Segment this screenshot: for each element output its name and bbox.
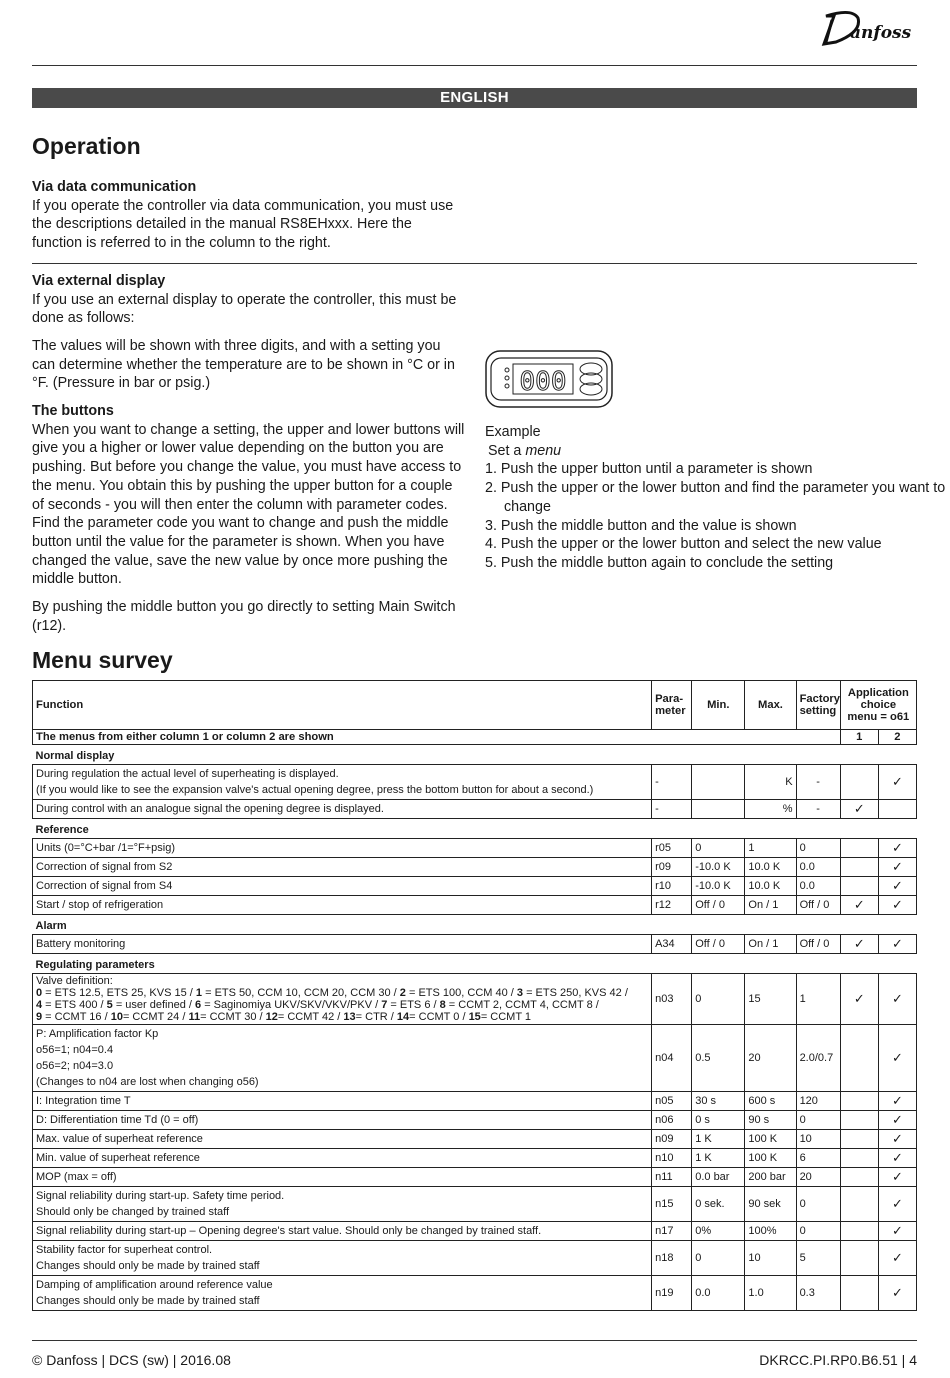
check-col1: [840, 1149, 878, 1168]
min-cell: 0 sek.: [692, 1187, 745, 1222]
function-cell: MOP (max = off): [33, 1168, 652, 1187]
function-cell: Correction of signal from S2: [33, 858, 652, 877]
factory-cell: Off / 0: [796, 935, 840, 954]
check-col2: ✓: [878, 1187, 916, 1222]
check-col1: [840, 765, 878, 800]
valve-definition-line: 0 = ETS 12.5, ETS 25, KVS 15 / 1 = ETS 50, CCM 10, CCM 20, CCM 30 / 2 = ETS 100, CCM 40 / 3 = ETS 250, KVS 42 /: [36, 987, 628, 999]
check-col2: ✓: [878, 1130, 916, 1149]
check-col2: ✓: [878, 858, 916, 877]
parameter-cell: n19: [652, 1276, 692, 1311]
table-row: [33, 1187, 917, 1222]
check-col2: ✓: [878, 839, 916, 858]
function-cell: P: Amplification factor Kp o56=1; n04=0.4 o56=2; n04=3.0 (Changes to n04 are lost when changing o56): [33, 1025, 652, 1092]
min-cell: [692, 800, 745, 819]
factory-cell: -: [796, 800, 840, 819]
header-col1: 1: [840, 730, 878, 745]
factory-cell: 120: [796, 1092, 840, 1111]
max-cell: %: [745, 800, 796, 819]
function-cell: I: Integration time T: [33, 1092, 652, 1111]
parameter-cell: n05: [652, 1092, 692, 1111]
factory-cell: 0.3: [796, 1276, 840, 1311]
menu-survey-title: Menu survey: [32, 647, 173, 673]
check-col1: [840, 1025, 878, 1092]
check-col1: [840, 1222, 878, 1241]
table-row: [33, 1025, 917, 1092]
check-col1: ✓: [840, 896, 878, 915]
header-parameter: Para- meter: [652, 681, 692, 730]
header-col2: 2: [878, 730, 916, 745]
check-col1: ✓: [840, 974, 878, 1025]
factory-cell: 0: [796, 839, 840, 858]
parameter-cell: r05: [652, 839, 692, 858]
table-row: [33, 1111, 917, 1130]
min-cell: [692, 765, 745, 800]
table-row: [33, 974, 917, 1025]
function-cell: During control with an analogue signal the opening degree is displayed.: [33, 800, 652, 819]
max-cell: K: [745, 765, 796, 800]
svg-text:anfoss: anfoss: [850, 23, 912, 43]
check-col1: [840, 877, 878, 896]
parameter-cell: n09: [652, 1130, 692, 1149]
section-rule: [32, 263, 917, 264]
parameter-cell: -: [652, 765, 692, 800]
max-cell: 100%: [745, 1222, 796, 1241]
factory-cell: Off / 0: [796, 896, 840, 915]
table-row: [33, 765, 917, 800]
operation-title: Operation: [32, 133, 141, 159]
external-display-illustration: [485, 350, 613, 408]
max-cell: 10: [745, 1241, 796, 1276]
table-row: [33, 896, 917, 915]
max-cell: 15: [745, 974, 796, 1025]
example-set-menu: Set a menu: [488, 442, 562, 459]
table-row: [33, 1130, 917, 1149]
factory-cell: 20: [796, 1168, 840, 1187]
function-cell: Correction of signal from S4: [33, 877, 652, 896]
check-col1: [840, 1130, 878, 1149]
parameter-cell: n03: [652, 974, 692, 1025]
max-cell: 20: [745, 1025, 796, 1092]
table-row: [33, 877, 917, 896]
function-cell: Stability factor for superheat control. Changes should only be made by trained staff: [33, 1241, 652, 1276]
function-cell: Battery monitoring: [33, 935, 652, 954]
parameter-cell: n15: [652, 1187, 692, 1222]
danfoss-logo: [812, 8, 916, 48]
check-col2: ✓: [878, 877, 916, 896]
factory-cell: 0: [796, 1187, 840, 1222]
middle-button-text: By pushing the middle button you go directly to setting Main Switch (r12).: [32, 599, 456, 634]
max-cell: 90 s: [745, 1111, 796, 1130]
check-col2: ✓: [878, 896, 916, 915]
ext-display-text: If you use an external display to operate the controller, this must be done as follows:: [32, 291, 457, 327]
parameter-cell: n04: [652, 1025, 692, 1092]
check-col2: ✓: [878, 765, 916, 800]
data-comm-section: [32, 178, 462, 253]
example-step: 4. Push the upper or the lower button and select the new value: [485, 536, 882, 553]
function-cell: Max. value of superheat reference: [33, 1130, 652, 1149]
example-step: 3. Push the middle button and the value is shown: [485, 517, 797, 534]
parameter-cell: r12: [652, 896, 692, 915]
table-row: [33, 1168, 917, 1187]
function-cell: Min. value of superheat reference: [33, 1149, 652, 1168]
function-cell: D: Differentiation time Td (0 = off): [33, 1111, 652, 1130]
table-row: [33, 839, 917, 858]
factory-cell: 2.0/0.7: [796, 1025, 840, 1092]
table-row: [33, 1149, 917, 1168]
header-max: Max.: [745, 681, 796, 730]
either-column-note: The menus from either column 1 or column 2 are shown: [33, 730, 841, 745]
check-col1: [840, 1276, 878, 1311]
factory-cell: 5: [796, 1241, 840, 1276]
factory-cell: -: [796, 765, 840, 800]
function-cell: [33, 974, 652, 1025]
header-application: Application choice menu = o61: [840, 681, 916, 730]
check-col1: ✓: [840, 800, 878, 819]
check-col2: ✓: [878, 1276, 916, 1311]
max-cell: 100 K: [745, 1130, 796, 1149]
menu-survey-table: [32, 680, 917, 1311]
min-cell: 1 K: [692, 1149, 745, 1168]
example-step: 2. Push the upper or the lower button and find the parameter you want to change: [485, 480, 946, 515]
ext-display-heading: Via external display: [32, 273, 166, 289]
parameter-cell: A34: [652, 935, 692, 954]
check-col1: [840, 1168, 878, 1187]
min-cell: 0.0: [692, 1276, 745, 1311]
table-row: [33, 800, 917, 819]
parameter-cell: n10: [652, 1149, 692, 1168]
factory-cell: 0: [796, 1111, 840, 1130]
ext-display-section: [32, 272, 462, 328]
language-bar: ENGLISH: [32, 88, 917, 108]
check-col2: ✓: [878, 1222, 916, 1241]
check-col2: [878, 800, 916, 819]
function-cell: Start / stop of refrigeration: [33, 896, 652, 915]
min-cell: 0 s: [692, 1111, 745, 1130]
check-col2: ✓: [878, 1092, 916, 1111]
parameter-cell: n17: [652, 1222, 692, 1241]
example-title: Example: [485, 424, 541, 440]
data-comm-text: If you operate the controller via data communication, you must use the descriptions detailed in the manual RS8EHxxx. Here the function is referred to in the column to the right.: [32, 197, 454, 252]
max-cell: 100 K: [745, 1149, 796, 1168]
check-col2: ✓: [878, 1241, 916, 1276]
footer-left: © Danfoss | DCS (sw) | 2016.08: [32, 1352, 231, 1368]
min-cell: Off / 0: [692, 896, 745, 915]
valve-definition-line: 4 = ETS 400 / 5 = user defined / 6 = Saginomiya UKV/SKV/VKV/PKV / 7 = ETS 6 / 8 = CCMT 2, CCMT 4, CCMT 8 /: [36, 999, 599, 1011]
factory-cell: 10: [796, 1130, 840, 1149]
example-steps: [485, 460, 950, 572]
svg-text:000: 000: [519, 367, 567, 397]
function-cell: Signal reliability during start-up – Opening degree's start value. Should only be changed by trained staff.: [33, 1222, 652, 1241]
data-comm-heading: Via data communication: [32, 179, 197, 195]
factory-cell: 0.0: [796, 877, 840, 896]
min-cell: Off / 0: [692, 935, 745, 954]
max-cell: 200 bar: [745, 1168, 796, 1187]
min-cell: 0: [692, 1241, 745, 1276]
max-cell: 10.0 K: [745, 858, 796, 877]
check-col1: ✓: [840, 935, 878, 954]
function-cell: Units (0=°C+bar /1=°F+psig): [33, 839, 652, 858]
footer-right: DKRCC.PI.RP0.B6.51 | 4: [759, 1352, 917, 1368]
max-cell: 90 sek: [745, 1187, 796, 1222]
header-factory: Factory setting: [796, 681, 840, 730]
check-col2: ✓: [878, 1025, 916, 1092]
example-step: 1. Push the upper button until a parameter is shown: [485, 461, 813, 478]
buttons-section: [32, 402, 468, 589]
table-row: [33, 1241, 917, 1276]
min-cell: 0.5: [692, 1025, 745, 1092]
parameter-cell: r10: [652, 877, 692, 896]
min-cell: 0: [692, 839, 745, 858]
example-step: 5. Push the middle button again to conclude the setting: [485, 554, 834, 571]
valve-definition-line: 9 = CCMT 16 / 10= CCMT 24 / 11= CCMT 30 / 12= CCMT 42 / 13= CTR / 14= CCMT 0 / 15= CCMT 1: [36, 1011, 532, 1023]
factory-cell: 0.0: [796, 858, 840, 877]
check-col2: ✓: [878, 974, 916, 1025]
parameter-cell: n18: [652, 1241, 692, 1276]
values-text: The values will be shown with three digits, and with a setting you can determine whether the temperature are to be shown in °C or in °F. (Pressure in bar or psig.): [32, 338, 455, 392]
max-cell: 1: [745, 839, 796, 858]
factory-cell: 6: [796, 1149, 840, 1168]
section-title: Normal display: [35, 750, 115, 762]
factory-cell: 0: [796, 1222, 840, 1241]
buttons-heading: The buttons: [32, 403, 114, 419]
header-min: Min.: [692, 681, 745, 730]
check-col1: [840, 1111, 878, 1130]
function-cell: Signal reliability during start-up. Safety time period. Should only be changed by trained staff: [33, 1187, 652, 1222]
function-cell: Damping of amplification around reference value Changes should only be made by trained staff: [33, 1276, 652, 1311]
table-row: [33, 1092, 917, 1111]
check-col2: ✓: [878, 1149, 916, 1168]
min-cell: 1 K: [692, 1130, 745, 1149]
min-cell: -10.0 K: [692, 877, 745, 896]
check-col1: [840, 839, 878, 858]
section-title: Reference: [35, 824, 89, 836]
min-cell: 0.0 bar: [692, 1168, 745, 1187]
parameter-cell: -: [652, 800, 692, 819]
check-col1: [840, 1187, 878, 1222]
table-row: [33, 858, 917, 877]
factory-cell: 1: [796, 974, 840, 1025]
check-col1: [840, 1092, 878, 1111]
max-cell: 10.0 K: [745, 877, 796, 896]
valve-definition-heading: Valve definition:: [36, 975, 113, 987]
min-cell: 0%: [692, 1222, 745, 1241]
example-section: [485, 423, 950, 573]
parameter-cell: r09: [652, 858, 692, 877]
max-cell: On / 1: [745, 896, 796, 915]
min-cell: 30 s: [692, 1092, 745, 1111]
table-row: [33, 1222, 917, 1241]
check-col2: ✓: [878, 935, 916, 954]
parameter-cell: n11: [652, 1168, 692, 1187]
min-cell: 0: [692, 974, 745, 1025]
check-col2: ✓: [878, 1168, 916, 1187]
parameter-cell: n06: [652, 1111, 692, 1130]
max-cell: On / 1: [745, 935, 796, 954]
table-row: [33, 1276, 917, 1311]
check-col1: [840, 858, 878, 877]
check-col1: [840, 1241, 878, 1276]
max-cell: 600 s: [745, 1092, 796, 1111]
min-cell: -10.0 K: [692, 858, 745, 877]
buttons-text: When you want to change a setting, the upper and lower buttons will give you a higher or lower value depending on the button you are pushing. But before you change the value, you must have access to the menu. You obtain this by pushing the upper button for a couple of seconds - you will then enter the column with parameter codes. Find the parameter code you want to change and push the middle button until the value for the parameter is shown. When you have changed the value, save the new value by once more pushing the middle button.: [32, 421, 465, 588]
table-row: [33, 935, 917, 954]
section-title: Regulating parameters: [35, 959, 155, 971]
header-function: Function: [33, 681, 652, 730]
max-cell: 1.0: [745, 1276, 796, 1311]
footer-rule: [32, 1340, 917, 1341]
top-rule: [32, 65, 917, 66]
function-cell: During regulation the actual level of superheating is displayed. (If you would like to see the expansion valve's actual opening degree, press the bottom button for about a second.): [33, 765, 652, 800]
check-col2: ✓: [878, 1111, 916, 1130]
section-title: Alarm: [35, 920, 67, 932]
